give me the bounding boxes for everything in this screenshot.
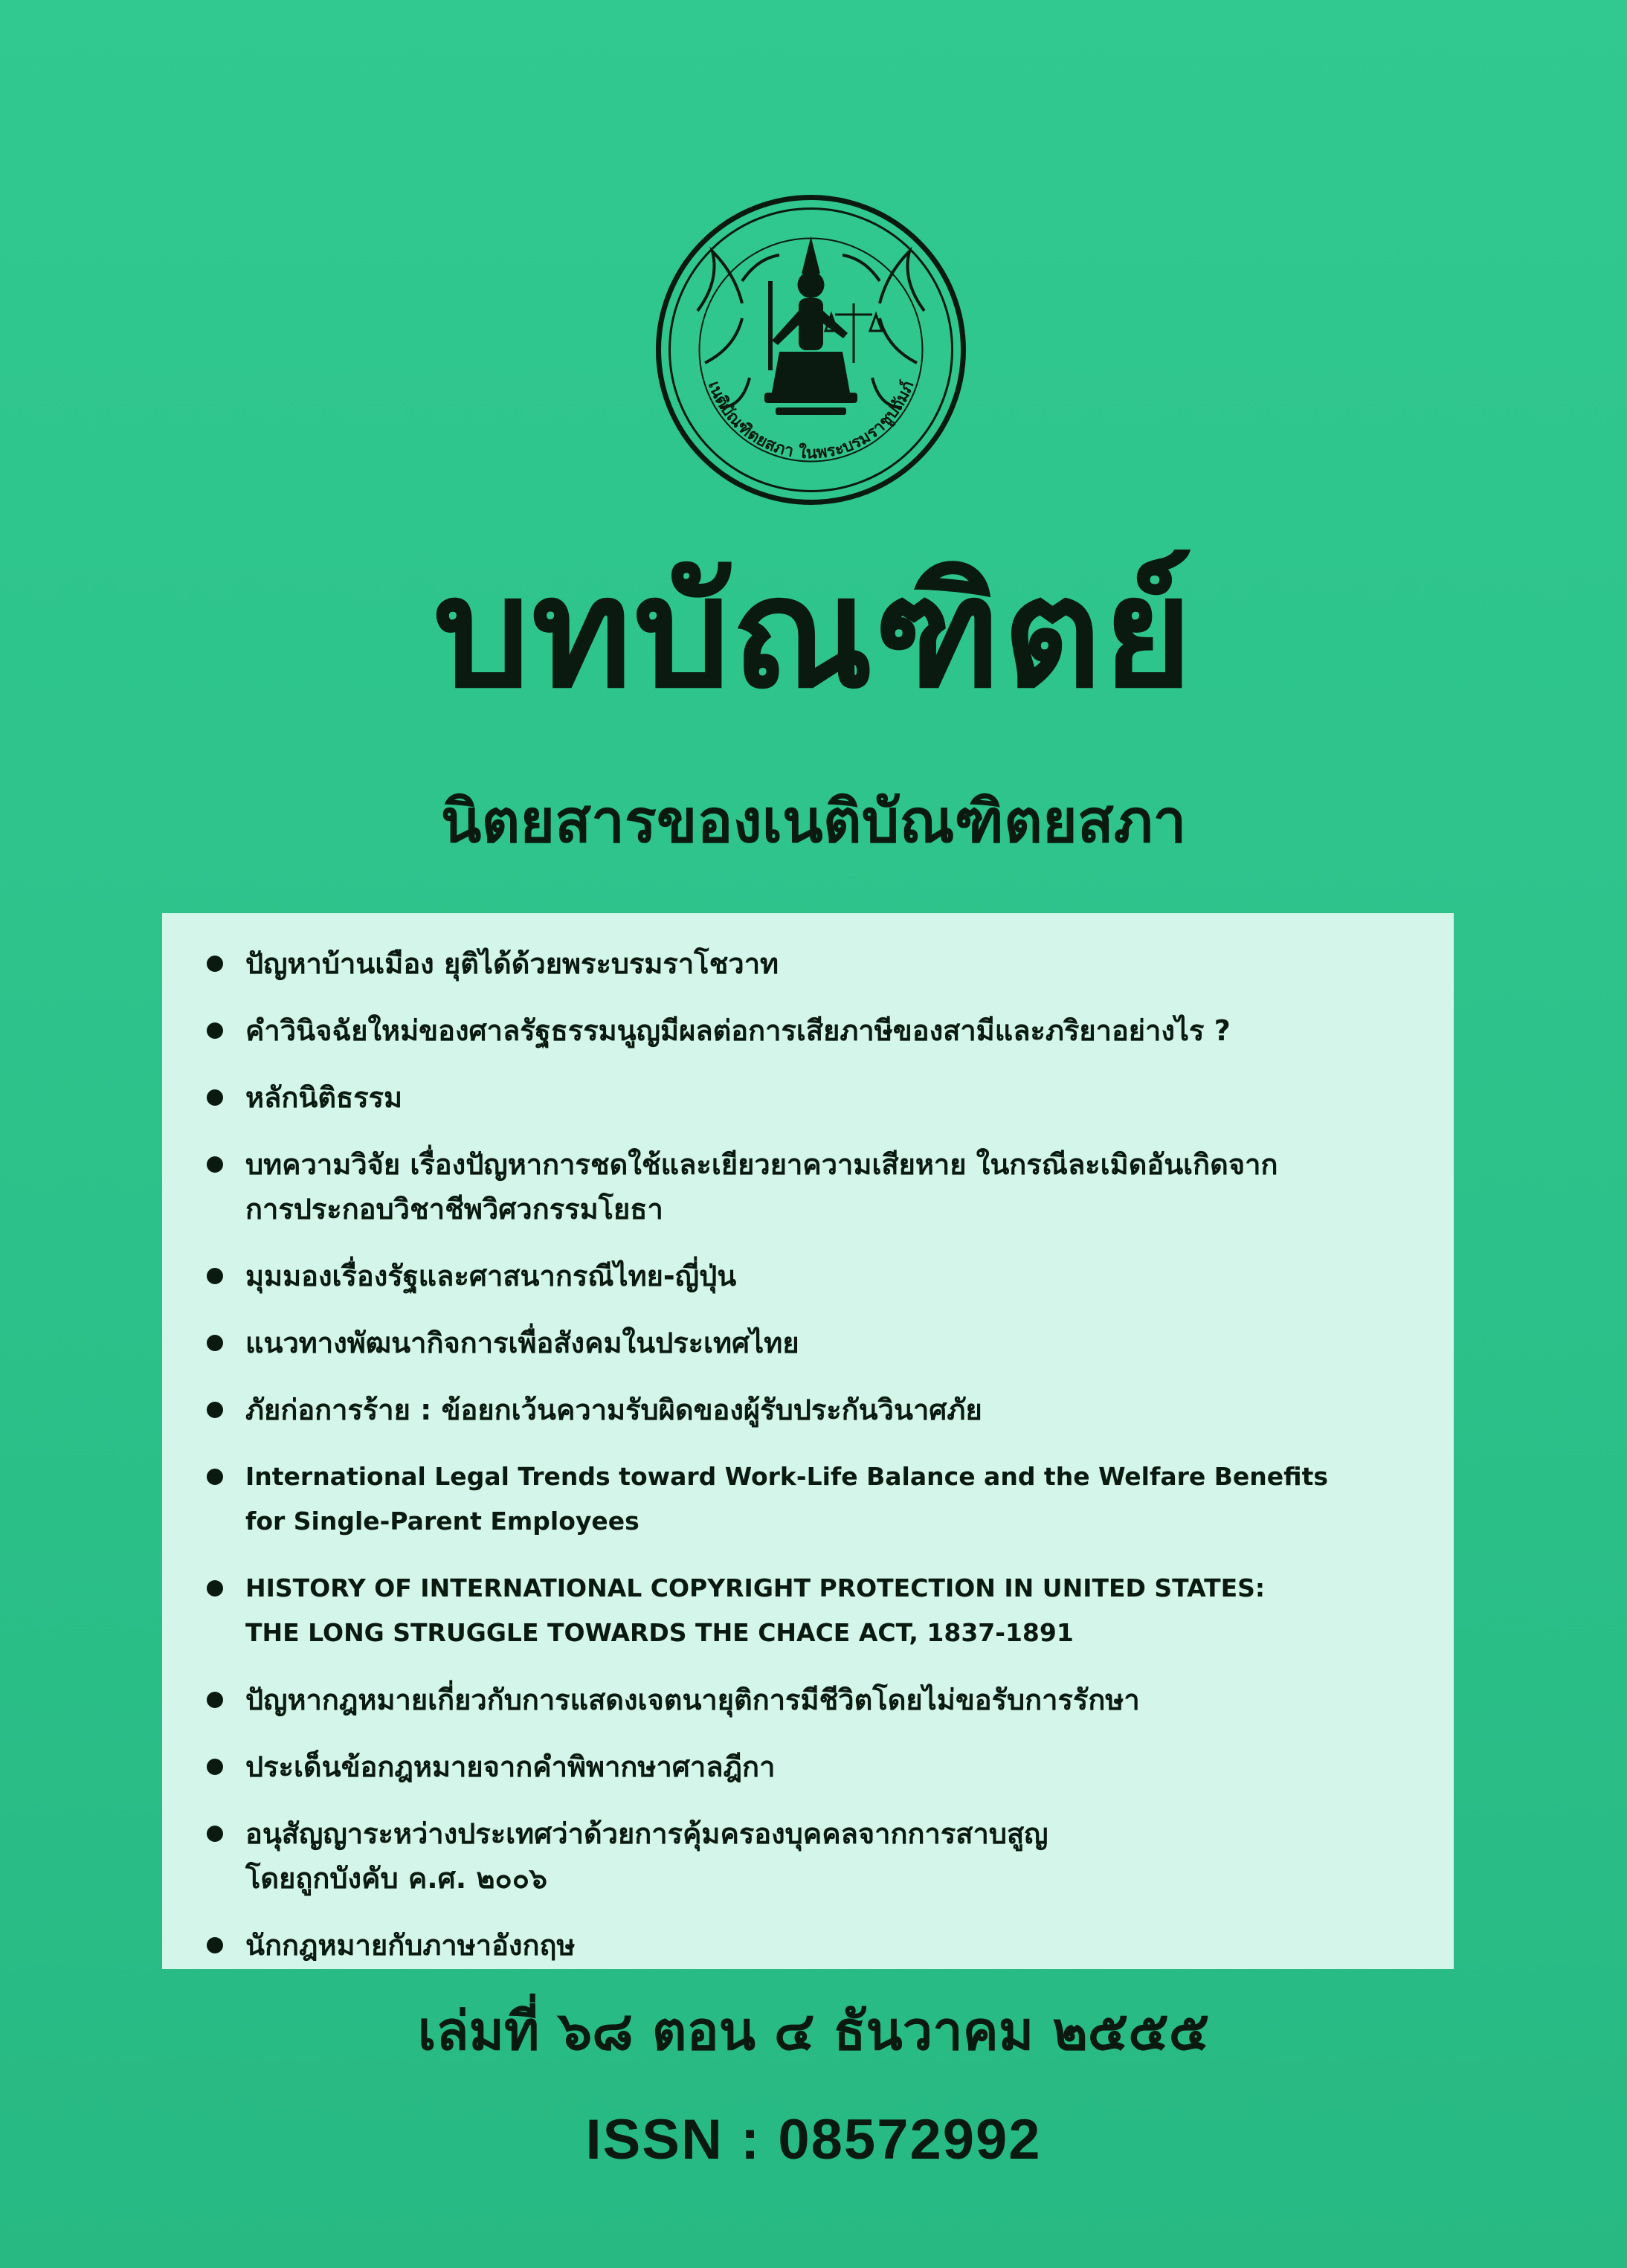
bullet-icon xyxy=(207,1335,223,1351)
contents-item xyxy=(207,1142,1409,1231)
contents-item-line: ปัญหากฎหมายเกี่ยวกับการแสดงเจตนายุติการมีชีวิตโดยไม่ขอรับการรักษา xyxy=(245,1684,1140,1716)
contents-list xyxy=(207,941,1409,1968)
bullet-icon xyxy=(207,1022,223,1039)
bullet-icon xyxy=(207,1469,223,1485)
contents-item xyxy=(207,1566,1409,1655)
contents-item-line: แนวทางพัฒนากิจการเพื่อสังคมในประเทศไทย xyxy=(245,1327,799,1359)
contents-item-line: International Legal Trends toward Work-Life Balance and the Welfare Benefits xyxy=(245,1462,1329,1491)
contents-item xyxy=(207,1075,1409,1120)
contents-item-line: THE LONG STRUGGLE TOWARDS THE CHACE ACT, 1837-1891 xyxy=(245,1618,1074,1647)
contents-item-line: หลักนิติธรรม xyxy=(245,1081,403,1114)
issue-info: เล่มที่ ๖๘ ตอน ๔ ธันวาคม ๒๕๕๕ xyxy=(417,2000,1210,2062)
deity-seal-icon xyxy=(653,192,969,508)
contents-item xyxy=(207,941,1409,986)
bullet-icon xyxy=(207,1156,223,1173)
contents-item xyxy=(207,1388,1409,1432)
bullet-icon xyxy=(207,956,223,972)
journal-subtitle: นิตยสารของเนติบัณฑิตยสภา xyxy=(440,787,1187,856)
bullet-icon xyxy=(207,1692,223,1708)
contents-item-line: ภัยก่อการร้าย : ข้อยกเว้นความรับผิดของผู้รับประกันวินาศภัย xyxy=(245,1394,982,1426)
contents-item-line: ประเด็นข้อกฎหมายจากคำพิพากษาศาลฎีกา xyxy=(245,1750,776,1783)
contents-item xyxy=(207,1923,1409,1968)
bullet-icon xyxy=(207,1089,223,1106)
bullet-icon xyxy=(207,1759,223,1775)
contents-item-line: บทความวิจัย เรื่องปัญหาการชดใช้และเยียวยาความเสียหาย ในกรณีละเมิดอันเกิดจาก xyxy=(245,1148,1278,1181)
journal-title: บทบัณฑิตย์ xyxy=(433,545,1194,722)
contents-item-line: การประกอบวิชาชีพวิศวกรรมโยธา xyxy=(245,1193,663,1225)
bullet-icon xyxy=(207,1268,223,1284)
contents-item-line: โดยถูกบังคับ ค.ศ. ๒๐๐๖ xyxy=(245,1862,548,1895)
contents-item-line: ปัญหาบ้านเมือง ยุติได้ด้วยพระบรมราโชวาท xyxy=(245,947,779,980)
bullet-icon xyxy=(207,1402,223,1418)
contents-item xyxy=(207,1321,1409,1365)
bullet-icon xyxy=(207,1937,223,1953)
contents-item xyxy=(207,1254,1409,1298)
seal-inscription: เนติบัณฑิตยสภา ในพระบรมราชูปถัมภ์ xyxy=(703,378,918,463)
bullet-icon xyxy=(207,1826,223,1842)
contents-panel xyxy=(162,913,1454,1969)
contents-item xyxy=(207,1745,1409,1789)
contents-item-line: HISTORY OF INTERNATIONAL COPYRIGHT PROTECTION IN UNITED STATES: xyxy=(245,1573,1266,1602)
contents-item xyxy=(207,1678,1409,1722)
bullet-icon xyxy=(207,1580,223,1597)
contents-item-line: มุมมองเรื่องรัฐและศาสนากรณีไทย-ญี่ปุ่น xyxy=(245,1260,737,1292)
contents-item-line: คำวินิจฉัยใหม่ของศาลรัฐธรรมนูญมีผลต่อการเสียภาษีของสามีและภริยาอย่างไร ? xyxy=(245,1014,1231,1047)
contents-item xyxy=(207,1811,1409,1901)
issn: ISSN : 08572992 xyxy=(585,2108,1042,2171)
contents-item xyxy=(207,1454,1409,1544)
contents-item-line: อนุสัญญาระหว่างประเทศว่าด้วยการคุ้มครองบุคคลจากการสาบสูญ xyxy=(245,1817,1048,1850)
contents-item-line: นักกฎหมายกับภาษาอังกฤษ xyxy=(245,1929,576,1962)
contents-item xyxy=(207,1008,1409,1053)
contents-item-line: for Single-Parent Employees xyxy=(245,1507,639,1536)
